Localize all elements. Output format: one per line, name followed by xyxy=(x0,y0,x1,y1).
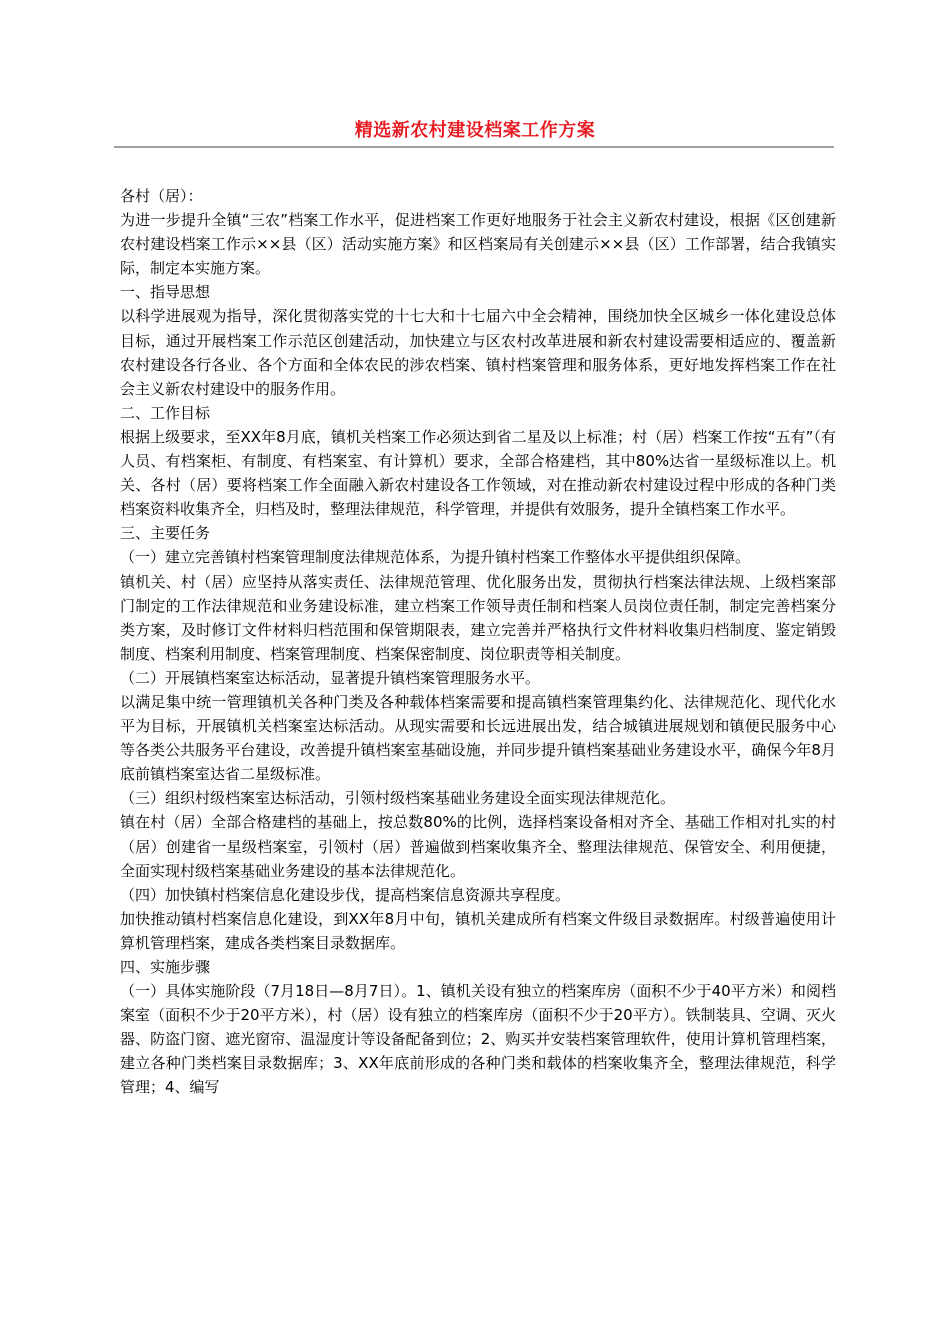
section-heading: 三、主要任务 xyxy=(120,524,211,543)
body-paragraph: 根据上级要求，至XX年8月底，镇机关档案工作必须达到省二星及以上标准；村（居）档案工作按“五有”（有人员、有档案柜、有制度、有档案室、有计算机）要求，全部合格建档，其中80%达省一星级标准以上。机关、各村（居）要将档案工作全面融入新农村建设各工作领域，对在推动新农村建设过程中形成的各种门类档案资料收集齐全，归档及时，整理法律规范，科学管理，并提供有效服务，提升全镇档案工作水平。 xyxy=(120,427,836,519)
section-heading: 一、指导思想 xyxy=(120,283,211,302)
section-heading: 二、工作目标 xyxy=(120,403,211,422)
body-paragraph: 镇机关、村（居）应坚持从落实责任、法律规范管理、优化服务出发，贯彻执行档案法律法规、上级档案部门制定的工作法律规范和业务建设标准，建立档案工作领导责任制和档案人员岗位责任制，制定完善档案分类方案，及时修订文件材料归档范围和保管期限表，建立完善并严格执行文件材料收集归档制度、鉴定销毁制度、档案利用制度、档案管理制度、档案保密制度、岗位职责等相关制度。 xyxy=(120,572,836,663)
subsection-heading: （二）开展镇档案室达标活动，显著提升镇档案管理服务水平。 xyxy=(120,668,541,687)
subsection-heading: （三）组织村级档案室达标活动，引领村级档案基础业务建设全面实现法律规范化。 xyxy=(120,789,676,808)
document-body xyxy=(120,184,836,1100)
body-paragraph: （一）具体实施阶段（7月18日—8月7日）。1、镇机关设有独立的档案库房（面积不少于40平方米）和阅档案室（面积不少于20平方米），村（居）设有独立的档案库房（面积不少于20平方）。铁制装具、空调、灭火器、防盗门窗、遮光窗帘、温湿度计等设备配备到位；2、购买并安装档案管理软件，使用计算机管理档案，建立各种门类档案目录数据库；3、XX年底前形成的各种门类和载体的档案收集齐全，整理法律规范，科学管理；4、编写 xyxy=(120,982,836,1097)
intro-paragraph: 为进一步提升全镇“三农”档案工作水平，促进档案工作更好地服务于社会主义新农村建设，根据《区创建新农村建设档案工作示××县（区）活动实施方案》和区档案局有关创建示××县（区）工作部署，结合我镇实际，制定本实施方案。 xyxy=(120,211,837,278)
page-title: 精选新农村建设档案工作方案 xyxy=(354,120,596,141)
body-paragraph: 以满足集中统一管理镇机关各种门类及各种载体档案需要和提高镇档案管理集约化、法律规范化、现代化水平为目标，开展镇机关档案室达标活动。从现实需要和长远进展出发，结合城镇进展规划和镇便民服务中心等各类公共服务平台建设，改善提升镇档案室基础设施，并同步提升镇档案基础业务建设水平，确保今年8月底前镇档案室达省二星级标准。 xyxy=(120,692,836,784)
subsection-heading: （四）加快镇村档案信息化建设步伐，提高档案信息资源共享程度。 xyxy=(120,885,571,904)
body-paragraph: 镇在村（居）全部合格建档的基础上，按总数80%的比例，选择档案设备相对齐全、基础工作相对扎实的村（居）创建省一星级档案室，引领村（居）普遍做到档案收集齐全、整理法律规范、保管安全、利用便捷，全面实现村级档案基础业务建设的基本法律规范化。 xyxy=(120,813,836,880)
body-paragraph: 加快推动镇村档案信息化建设，到XX年8月中旬，镇机关建成所有档案文件级目录数据库。村级普遍使用计算机管理档案，建成各类档案目录数据库。 xyxy=(120,909,836,952)
body-paragraph: 以科学进展观为指导，深化贯彻落实党的十七大和十七届六中全会精神，围绕加快全区城乡一体化建设总体目标，通过开展档案工作示范区创建活动，加快建立与区农村改革进展和新农村建设需要相适应的、覆盖新农村建设各行各业、各个方面和全体农民的涉农档案、镇村档案管理和服务体系，更好地发挥档案工作在社会主义新农村建设中的服务作用。 xyxy=(120,307,836,398)
section-heading: 四、实施步骤 xyxy=(120,958,211,976)
title-divider xyxy=(114,146,834,148)
salutation: 各村（居）： xyxy=(120,187,203,205)
subsection-heading: （一）建立完善镇村档案管理制度法律规范体系，为提升镇村档案工作整体水平提供组织保障。 xyxy=(120,548,751,567)
